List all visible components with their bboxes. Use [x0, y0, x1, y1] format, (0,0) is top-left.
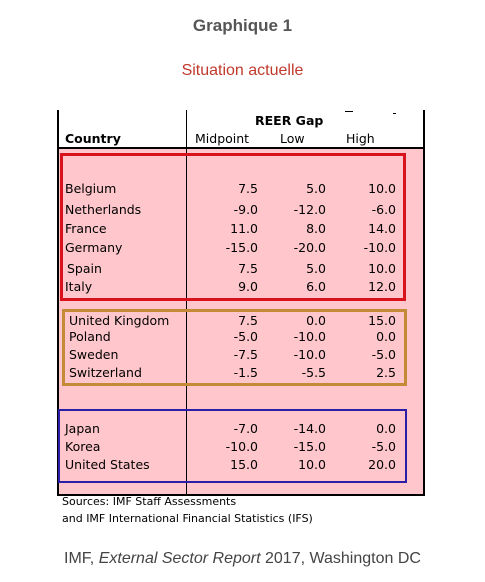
low-cell: -5.5 [301, 365, 326, 380]
low-cell: 0.0 [306, 313, 326, 328]
header-tick [345, 111, 353, 112]
midpoint-cell: -9.0 [233, 202, 258, 217]
low-cell: -20.0 [293, 240, 326, 255]
country-cell: Belgium [65, 181, 117, 196]
midpoint-cell: 7.5 [238, 261, 258, 276]
table-header-rule [57, 147, 425, 149]
country-cell: Korea [65, 439, 101, 454]
footer-suffix: 2017, Washington DC [260, 550, 421, 567]
chart-title: Graphique 1 [192, 16, 293, 35]
source-line-2: and IMF International Financial Statistics (IFS) [62, 512, 313, 525]
high-cell: -5.0 [371, 439, 396, 454]
high-cell: 15.0 [368, 313, 396, 328]
country-cell: Japan [65, 421, 100, 436]
midpoint-cell: -7.5 [233, 347, 258, 362]
high-cell: -10.0 [363, 240, 396, 255]
header-midpoint: Midpoint [195, 131, 250, 146]
source-line-1: Sources: IMF Staff Assessments [62, 495, 237, 508]
midpoint-cell: 15.0 [230, 457, 258, 472]
footer-prefix: IMF, [64, 550, 99, 567]
high-cell: 0.0 [376, 329, 396, 344]
high-cell: 10.0 [368, 181, 396, 196]
low-cell: -14.0 [293, 421, 326, 436]
footer-report-title: External Sector Report [98, 550, 261, 567]
low-cell: -15.0 [293, 439, 326, 454]
header-country: Country [65, 131, 121, 146]
low-cell: -12.0 [293, 202, 326, 217]
low-cell: 5.0 [306, 181, 326, 196]
country-cell: France [65, 221, 107, 236]
country-cell: Poland [69, 329, 111, 344]
midpoint-cell: -5.0 [233, 329, 258, 344]
header-low: Low [280, 131, 305, 146]
midpoint-cell: 7.5 [238, 313, 258, 328]
header-tick [393, 113, 396, 114]
midpoint-cell: -15.0 [225, 240, 258, 255]
low-cell: -10.0 [293, 347, 326, 362]
country-cell: Sweden [69, 347, 119, 362]
country-cell: Switzerland [69, 365, 142, 380]
midpoint-cell: -1.5 [233, 365, 258, 380]
country-cell: Netherlands [65, 202, 142, 217]
high-cell: -6.0 [371, 202, 396, 217]
midpoint-cell: 7.5 [238, 181, 258, 196]
low-cell: -10.0 [293, 329, 326, 344]
low-cell: 5.0 [306, 261, 326, 276]
country-cell: Italy [65, 279, 93, 294]
low-cell: 8.0 [306, 221, 326, 236]
header-reer-gap: REER Gap [255, 113, 324, 128]
high-cell: 0.0 [376, 421, 396, 436]
country-cell: Spain [67, 261, 102, 276]
high-cell: 10.0 [368, 261, 396, 276]
table-right-border [423, 110, 425, 496]
midpoint-cell: 11.0 [230, 221, 258, 236]
high-cell: 20.0 [368, 457, 396, 472]
high-cell: 12.0 [368, 279, 396, 294]
header-high: High [346, 131, 375, 146]
high-cell: 2.5 [376, 365, 396, 380]
midpoint-cell: -10.0 [225, 439, 258, 454]
high-cell: 14.0 [368, 221, 396, 236]
low-cell: 6.0 [306, 279, 326, 294]
midpoint-cell: -7.0 [233, 421, 258, 436]
footer-citation [0, 550, 485, 568]
midpoint-cell: 9.0 [238, 279, 258, 294]
chart-subtitle: Situation actuelle [181, 62, 304, 79]
low-cell: 10.0 [298, 457, 326, 472]
country-cell: United Kingdom [69, 313, 170, 328]
country-cell: Germany [65, 240, 123, 255]
high-cell: -5.0 [371, 347, 396, 362]
country-cell: United States [65, 457, 150, 472]
